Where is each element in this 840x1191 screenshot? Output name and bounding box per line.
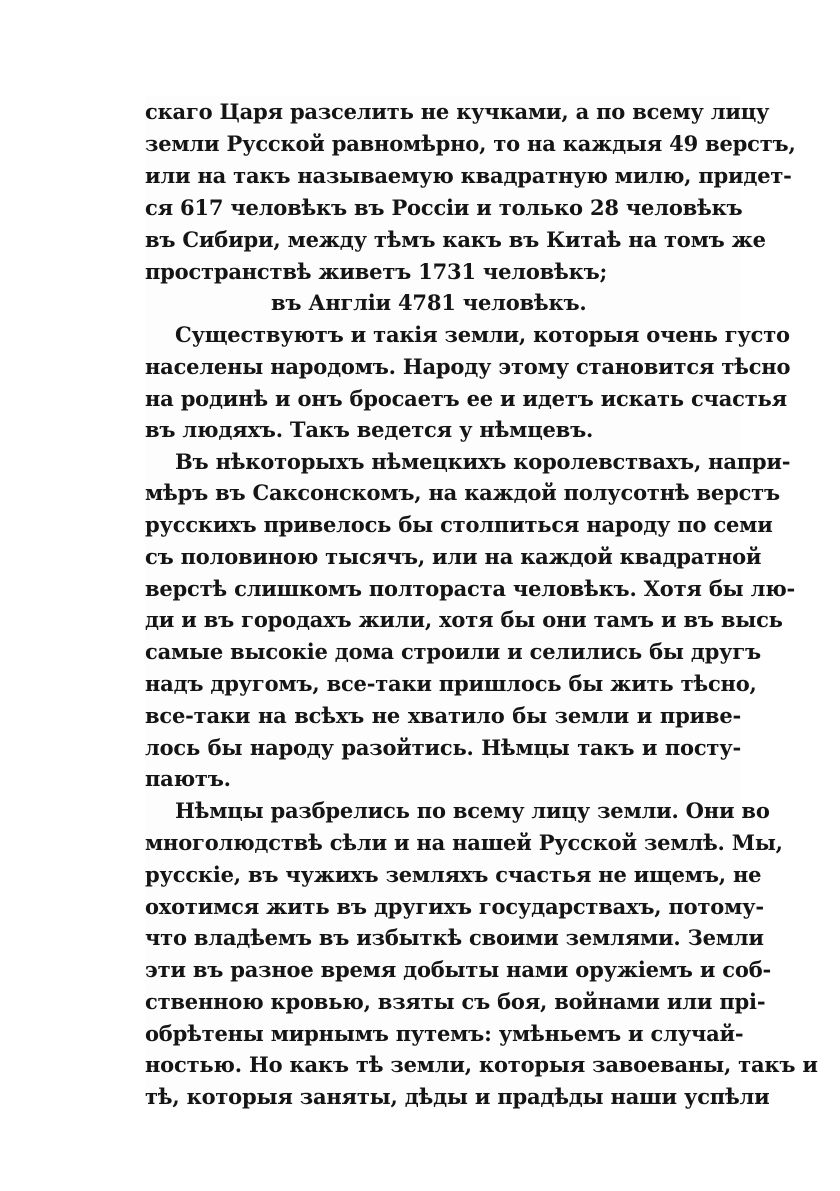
text-line: ди и въ городахъ жили, хотя бы они тамъ и въ высь <box>145 607 783 632</box>
text-line: тѣ, которыя заняты, дѣды и прадѣды наши успѣли <box>145 1084 770 1109</box>
text-line: на родинѣ и онъ бросаетъ ее и идетъ искать счастья <box>145 386 787 411</box>
text-line: все-таки на всѣхъ не хватило бы земли и приве- <box>145 703 741 728</box>
text-line: или на такъ называемую квадратную милю, придет- <box>145 163 792 188</box>
text-line: въ Англіи 4781 человѣкъ. <box>271 290 587 315</box>
text-line: обрѣтены мирнымъ путемъ: умѣньемъ и случай- <box>145 1021 744 1046</box>
text-line: ственною кровью, взяты съ боя, войнами или прі- <box>145 989 766 1014</box>
text-line: въ Сибири, между тѣмъ какъ въ Китаѣ на томъ же <box>145 227 766 252</box>
text-line: ностью. Но какъ тѣ земли, которыя завоеваны, такъ и <box>145 1052 818 1077</box>
text-line: въ людяхъ. Такъ ведется у нѣмцевъ. <box>145 417 594 442</box>
text-line: многолюдствѣ сѣли и на нашей Русской землѣ. Мы, <box>145 830 783 855</box>
text-line: лось бы народу разойтись. Нѣмцы такъ и посту- <box>145 735 741 760</box>
text-line: пространствѣ живетъ 1731 человѣкъ; <box>145 259 608 284</box>
text-line: что владѣемъ въ избыткѣ своими землями. Земли <box>145 925 764 950</box>
text-line: мѣръ въ Саксонскомъ, на каждой полусотнѣ верстъ <box>145 480 780 505</box>
text-line: земли Русской равномѣрно, то на каждыя 49 верстъ, <box>145 131 796 156</box>
text-line: русскихъ привелось бы столпиться народу по семи <box>145 512 773 537</box>
text-line: паютъ. <box>145 766 231 791</box>
text-line: ся 617 человѣкъ въ Россіи и только 28 человѣкъ <box>145 195 743 220</box>
text-line: самые высокіе дома строили и селились бы другъ <box>145 639 761 664</box>
text-line: охотимся жить въ другихъ государствахъ, потому- <box>145 894 764 919</box>
scanned-page <box>145 96 818 1109</box>
text-line: Нѣмцы разбрелись по всему лицу земли. Они во <box>175 798 770 823</box>
text-line: верстѣ слишкомъ полтораста человѣкъ. Хотя бы лю- <box>145 576 796 601</box>
text-line: скаго Царя разселить не кучками, а по всему лицу <box>145 99 770 124</box>
text-line: съ половиною тысячъ, или на каждой квадратной <box>145 544 762 569</box>
text-line: населены народомъ. Народу этому становится тѣсно <box>145 354 791 379</box>
text-line: эти въ разное время добыты нами оружіемъ и соб- <box>145 957 772 982</box>
text-line: надъ другомъ, все-таки пришлось бы жить тѣсно, <box>145 671 757 696</box>
text-line: русскіе, въ чужихъ земляхъ счастья не ищемъ, не <box>145 862 762 887</box>
text-line: Существуютъ и такія земли, которыя очень густо <box>175 322 790 347</box>
text-line: Въ нѣкоторыхъ нѣмецкихъ королевствахъ, напри- <box>175 449 791 474</box>
